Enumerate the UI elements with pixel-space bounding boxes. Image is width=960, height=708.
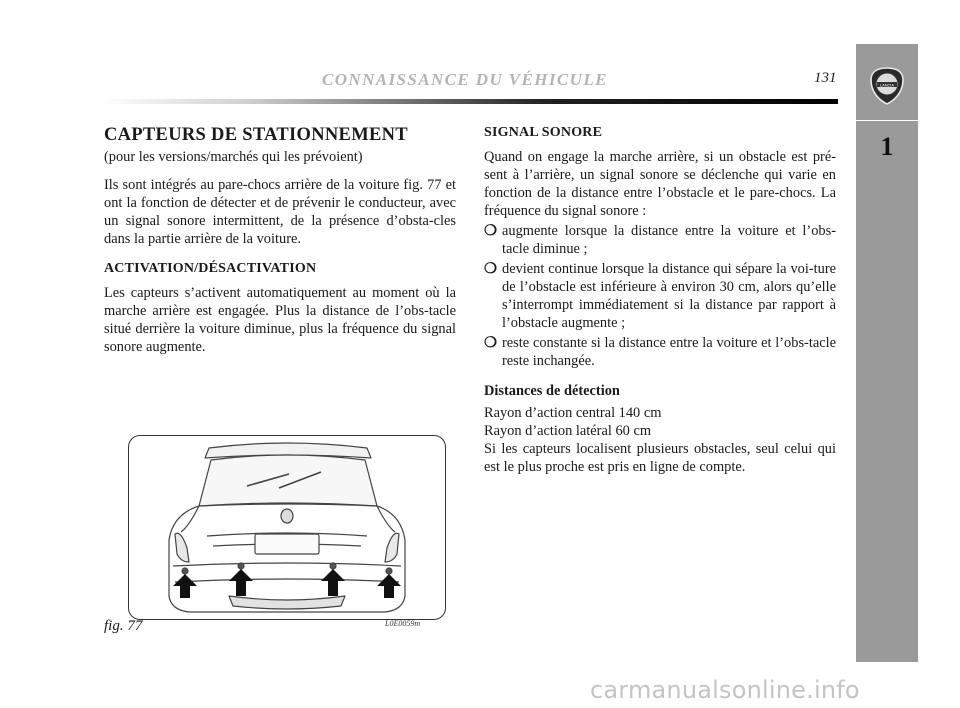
detection-line-multiple: Si les capteurs localisent plusieurs obstacles, seul celui qui est le plus proche est pris en ligne de compte. [484, 441, 836, 475]
chapter-number: 1 [880, 132, 894, 161]
detection-line-lateral: Rayon d’action latéral 60 cm [484, 423, 652, 439]
circle-bullet-icon: ❍ [484, 261, 497, 277]
bullet-text: augmente lorsque la distance entre la voiture et l’obs-tacle diminue ; [502, 223, 836, 257]
activation-paragraph: Les capteurs s’activent automatiquement au moment où la marche arrière est engagée. Plus la distance de l’obs-tacle situé derrière la voiture diminue, plus la fréquence du signal sonore augmente. [104, 285, 456, 355]
list-item [484, 260, 836, 332]
bullet-text: reste constante si la distance entre la voiture et l’obs-tacle reste inchangée. [502, 335, 836, 369]
circle-bullet-icon: ❍ [484, 335, 497, 351]
page-number: 131 [814, 70, 837, 86]
right-column [484, 124, 836, 476]
car-rear-sensors-illustration [129, 436, 445, 619]
tab-divider [856, 120, 918, 121]
signal-paragraph: Quand on engage la marche arrière, si un obstacle est pré-sent à l’arrière, un signal sonore se déclenche qui varie en fonction de la distance entre l’obstacle et le pare-chocs. La fréquence du signal sonore : [484, 149, 836, 219]
figure-caption: fig. 77 [104, 618, 143, 634]
circle-bullet-icon: ❍ [484, 223, 497, 239]
section-subtitle: (pour les versions/marchés qui les prévoient) [104, 149, 363, 165]
watermark: carmanualsonline.info [590, 676, 860, 704]
logo-text: LANCIA [880, 83, 894, 88]
figure-code: L0E0059m [385, 619, 421, 628]
running-head: CONNAISSANCE DU VÉHICULE [322, 70, 608, 89]
intro-paragraph: Ils sont intégrés au pare-chocs arrière de la voiture fig. 77 et ont la fonction de détecter et de prévenir le conducteur, avec un signal sonore intermittent, de la présence d’obsta-cles dans la partie arrière de la voiture. [104, 177, 456, 247]
signal-bullet-list [484, 222, 836, 370]
section-title: CAPTEURS DE STATIONNEMENT [104, 125, 408, 145]
signal-heading: SIGNAL SONORE [484, 125, 603, 140]
left-column [104, 124, 456, 368]
detection-heading: Distances de détection [484, 383, 620, 399]
bullet-text: devient continue lorsque la distance qui sépare la voi-ture de l’obstacle est inférieure à environ 30 cm, alors qu’elle s’interrompt immédiatement si la distance par rapport à l’obstacle augmente ; [502, 261, 836, 331]
header-rule [100, 99, 838, 104]
list-item [484, 334, 836, 370]
figure-frame [128, 435, 446, 620]
activation-heading: ACTIVATION/DÉSACTIVATION [104, 261, 317, 276]
lancia-logo-icon [869, 66, 905, 106]
detection-line-central: Rayon d’action central 140 cm [484, 405, 662, 421]
list-item [484, 222, 836, 258]
